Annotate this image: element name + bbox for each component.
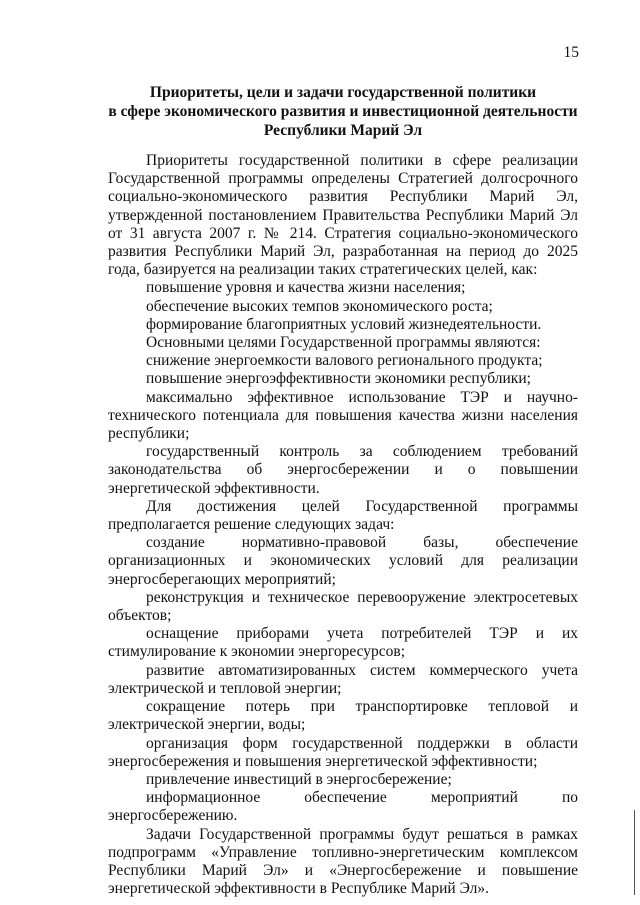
program-goal-item: снижение энергоемкости валового регионального продукта;: [146, 352, 543, 370]
task-item: привлечение инвестиций в энергосбережение;: [146, 770, 452, 788]
goal-item: повышение уровня и качества жизни населения;: [146, 279, 466, 297]
task-item: оснащение приборами учета потребителей ТЭР и их стимулирование к экономии энергоресурсов;: [108, 625, 578, 661]
program-goal-item: повышение энергоэффективности экономики республики;: [146, 370, 531, 388]
title-line-2: в сфере экономического развития и инвестиционной деятельности: [108, 103, 578, 120]
title-line-3: Республики Марий Эл: [263, 122, 423, 139]
task-item: реконструкция и техническое перевооружение электросетевых объектов;: [108, 588, 578, 625]
tasks-heading: Для достижения целей Государственной программы предполагается решение следующих задач:: [108, 497, 578, 534]
program-goals-heading: Основными целями Государственной программы являются:: [146, 334, 541, 352]
closing-paragraph: Задачи Государственной программы будут решаться в рамках подпрограмм «Управление топливно-энергетическим комплексом Республики Марий Эл» и «Энергосбережение и повышение энергетической эффективности в Республике Марий Эл».: [108, 825, 578, 898]
document-body: [108, 152, 578, 898]
task-item: развитие автоматизированных систем коммерческого учета электрической и тепловой энергии;: [108, 661, 578, 697]
task-item: организация форм государственной поддержки в области энергосбережения и повышения энергетической эффективности;: [108, 734, 578, 770]
scan-edge-line: [634, 810, 635, 895]
task-item: создание нормативно-правовой базы, обеспечение организационных и экономических условий для реализации энергосберегающих мероприятий;: [108, 534, 578, 588]
task-item: информационное обеспечение мероприятий по энергосбережению.: [108, 789, 578, 825]
program-goal-item: государственный контроль за соблюдением требований законодательства об энергосбережении и о повышении энергетической эффективности.: [108, 443, 578, 497]
intro-paragraph: Приоритеты государственной политики в сфере реализации Государственной программы определены Стратегией долгосрочного социально-экономического развития Республики Марий Эл, утвержденной постановлением Правительства Республики Марий Эл от 31 августа 2007 г. № 214. Стратегия социально-экономического развития Республики Марий Эл, разработанная на период до 2025 года, базируется на реализации таких стратегических целей, как:: [108, 152, 578, 279]
page-number: 15: [563, 44, 579, 61]
task-item: сокращение потерь при транспортировке тепловой и электрической энергии, воды;: [108, 698, 578, 734]
title-line-1: Приоритеты, цели и задачи государственной политики: [149, 84, 537, 101]
goal-item: формирование благоприятных условий жизнедеятельности.: [146, 315, 542, 333]
goal-item: обеспечение высоких темпов экономического роста;: [146, 297, 493, 315]
document-title: [108, 83, 578, 140]
program-goal-item: максимально эффективное использование ТЭР и научно-технического потенциала для повышения качества жизни населения республики;: [108, 388, 578, 443]
